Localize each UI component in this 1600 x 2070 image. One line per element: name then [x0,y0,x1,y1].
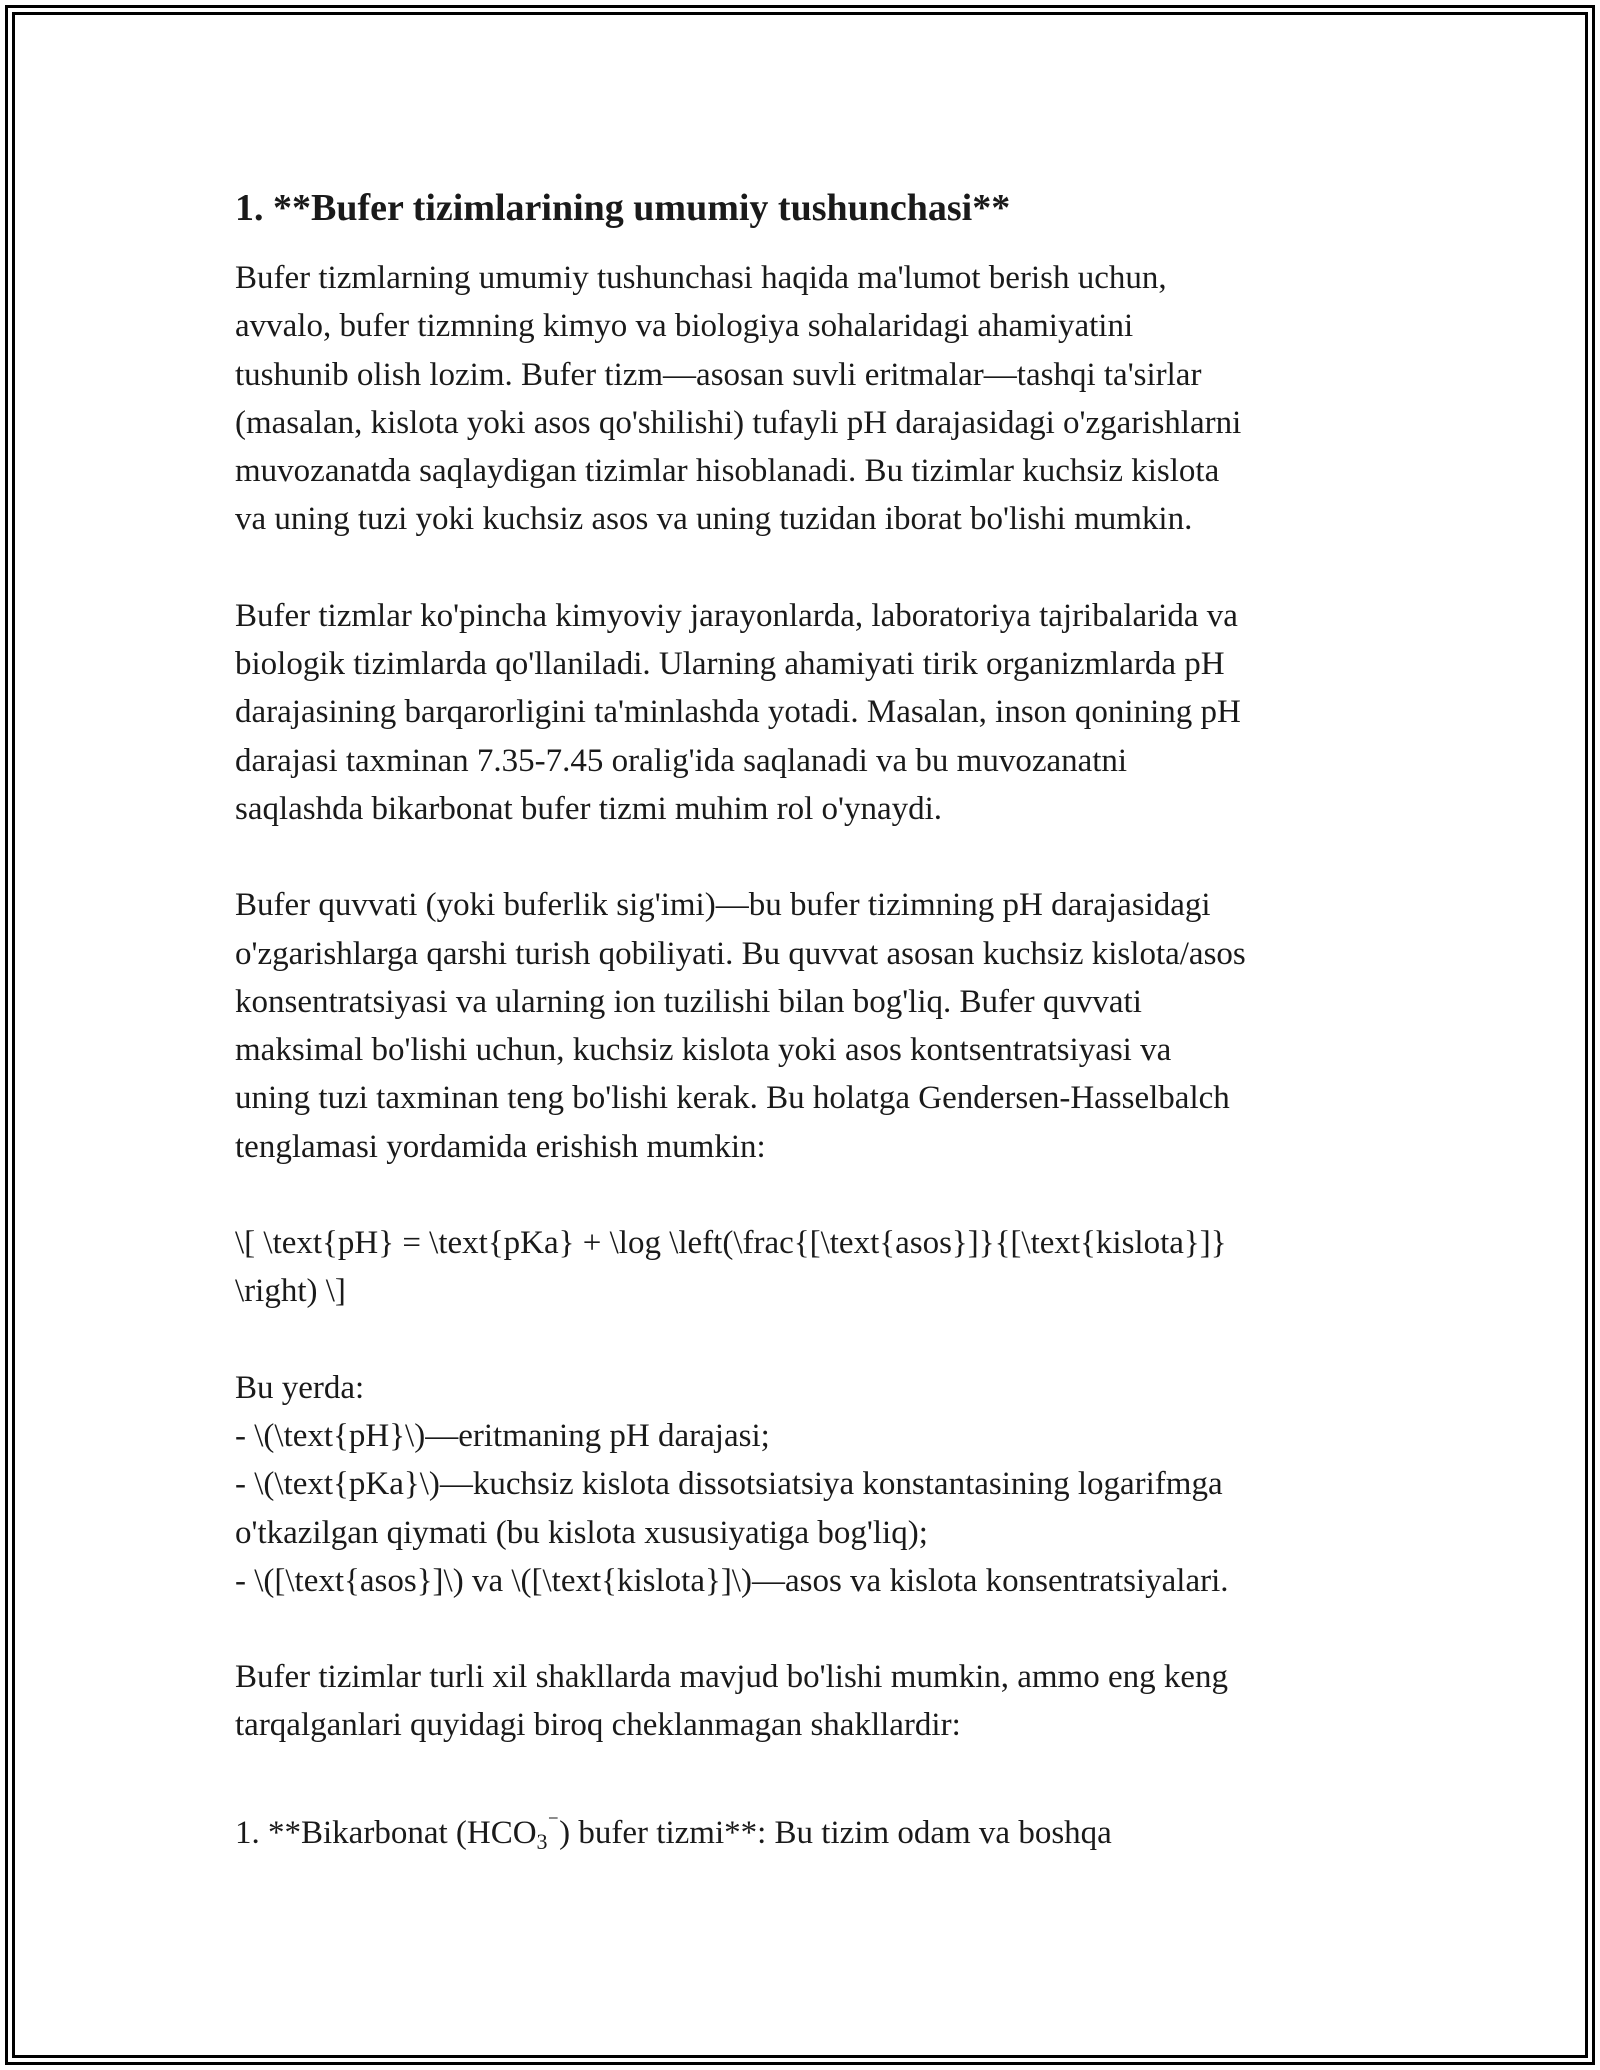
list-item-bicarbonate [235,1798,1370,1866]
text-line [235,1798,1370,1866]
text-line: va uning tuzi yoki kuchsiz asos va uning tuzidan iborat bo'lishi mumkin. [235,501,1193,538]
text-line: avvalo, bufer tizmning kimyo va biologiya sohalaridagi ahamiyatini [235,308,1134,345]
text-line: konsentratsiyasi va ularning ion tuzilishi bilan bog'liq. Bufer quvvati [235,983,1142,1020]
text-line: Bufer tizmlarning umumiy tushunchasi haqida ma'lumot berish uchun, [235,260,1167,296]
list-item: - \(\text{pH}\)—eritmaning pH darajasi; [235,1417,770,1454]
section-heading: 1. **Bufer tizimlarining umumiy tushunchasi** [235,187,1011,229]
paragraph-applications [235,592,1370,833]
list-item: - \(\text{pKa}\)—kuchsiz kislota dissotsiatsiya konstantasining logarifmga [235,1466,1223,1503]
text-line: Bufer tizimlar turli xil shakllarda mavjud bo'lishi mumkin, ammo eng keng [235,1659,1229,1696]
text-line: uning tuzi taxminan teng bo'lishi kerak. Bu holatga Gendersen-Hasselbalch [235,1080,1230,1117]
text-line: saqlashda bikarbonat bufer tizmi muhim rol o'ynaydi. [235,790,943,827]
equation-line: \right) \] [235,1273,346,1310]
list-item-text-start: 1. **Bikarbonat (HCO [235,1814,537,1851]
equation-block [235,1219,1370,1316]
superscript-minus: ⁻ [547,1808,560,1834]
paragraph-buffer-capacity [235,881,1370,1171]
text-line: Bu yerda: [235,1369,365,1406]
document-body [235,184,1370,1914]
paragraph-definition [235,254,1370,544]
text-line: biologik tizimlarda qo'llaniladi. Ularning ahamiyati tirik organizmlarda pH [235,646,1225,683]
text-line: (masalan, kislota yoki asos qo'shilishi) tufayli pH darajasidagi o'zgarishlarni [235,404,1242,441]
text-line: o'zgarishlarga qarshi turish qobiliyati. Bu quvvat asosan kuchsiz kislota/asos [235,935,1246,972]
list-item: - \([\text{asos}]\) va \([\text{kislota}]\)—asos va kislota konsentratsiyalari. [235,1562,1229,1599]
text-line: maksimal bo'lishi uchun, kuchsiz kislota yoki asos kontsentratsiyasi va [235,1032,1172,1069]
paragraph-types-intro [235,1653,1370,1750]
text-line: darajasining barqarorligini ta'minlashda yotadi. Masalan, inson qonining pH [235,694,1241,731]
text-line: tenglamasi yordamida erishish mumkin: [235,1128,766,1165]
text-line: Bufer tizmlar ko'pincha kimyoviy jarayonlarda, laboratoriya tajribalarida va [235,597,1238,634]
text-line: Bufer quvvati (yoki buferlik sig'imi)—bu bufer tizimning pH darajasidagi [235,887,1211,924]
subscript-three: 3 [536,1828,548,1854]
equation-line: \[ \text{pH} = \text{pKa} + \log \left(\frac{[\text{asos}]}{[\text{kislota}]} [235,1225,1227,1262]
text-line: tarqalganlari quyidagi biroq cheklanmagan shakllardir: [235,1707,961,1744]
list-item-text-end: ) bufer tizmi**: Bu tizim odam va boshqa [559,1814,1112,1851]
text-line: tushunib olish lozim. Bufer tizm—asosan suvli eritmalar—tashqi ta'sirlar [235,356,1202,393]
variable-definitions [235,1364,1370,1605]
text-line: o'tkazilgan qiymati (bu kislota xususiyatiga bog'liq); [235,1514,928,1551]
text-line: muvozanatda saqlaydigan tizimlar hisoblanadi. Bu tizimlar kuchsiz kislota [235,453,1220,490]
text-line: darajasi taxminan 7.35-7.45 oralig'ida saqlanadi va bu muvozanatni [235,742,1128,779]
